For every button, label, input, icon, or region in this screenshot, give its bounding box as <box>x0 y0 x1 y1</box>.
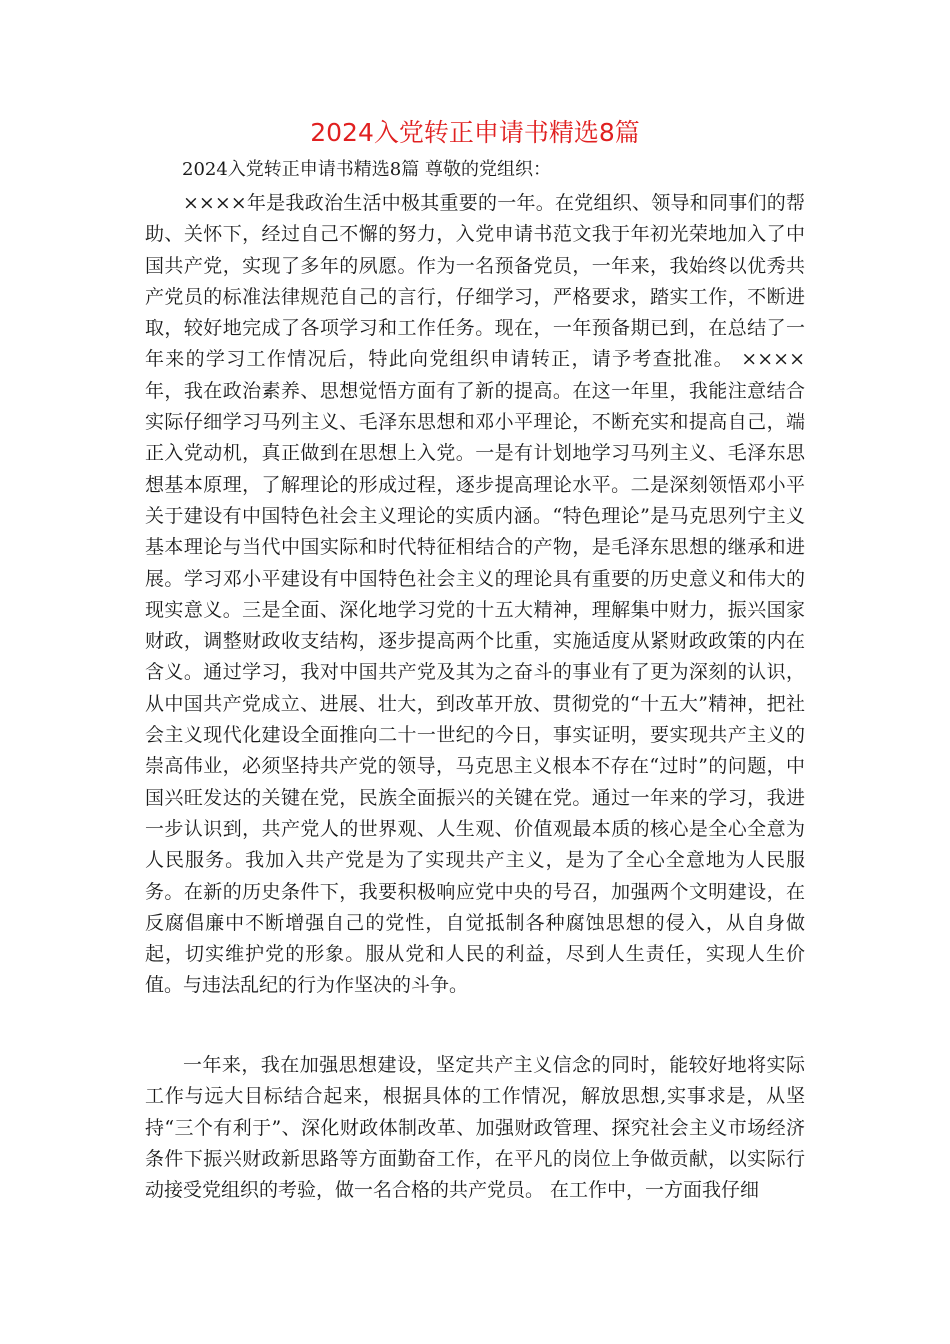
body-paragraph-1: ××××年是我政治生活中极其重要的一年。在党组织、领导和同事们的帮助、关怀下，经过自己不懈的努力，入党申请书范文我于年初光荣地加入了中国共产党，实现了多年的夙愿。作为一名预备党员，一年来，我始终以优秀共产党员的标准法律规范自己的言行，仔细学习，严格要求，踏实工作，不断进取，较好地完成了各项学习和工作任务。现在，一年预备期已到，在总结了一年来的学习工作情况后，特此向党组织申请转正，请予考查批准。 ×××× 年，我在政治素养、思想觉悟方面有了新的提高。在这一年里，我能注意结合实际仔细学习马列主义、毛泽东思想和邓小平理论，不断充实和提高自己，端正入党动机，真正做到在思想上入党。一是有计划地学习马列主义、毛泽东思想基本原理，了解理论的形成过程，逐步提高理论水平。二是深刻领悟邓小平关于建设有中国特色社会主义理论的实质内涵。“特色理论”是马克思列宁主义基本理论与当代中国实际和时代特征相结合的产物，是毛泽东思想的继承和进展。学习邓小平建设有中国特色社会主义的理论具有重要的历史意义和伟大的现实意义。三是全面、深化地学习党的十五大精神，理解集中财力，振兴国家财政，调整财政收支结构，逐步提高两个比重，实施适度从紧财政政策的内在含义。通过学习，我对中国共产党及其为之奋斗的事业有了更为深刻的认识，从中国共产党成立、进展、壮大，到改革开放、贯彻党的“十五大”精神，把社会主义现代化建设全面推向二十一世纪的今日，事实证明，要实现共产主义的崇高伟业，必须坚持共产党的领导，马克思主义根本不存在“过时”的问题，中国兴旺发达的关键在党，民族全面振兴的关键在党。通过一年来的学习，我进一步认识到，共产党人的世界观、人生观、价值观最本质的核心是全心全意为人民服务。我加入共产党是为了实现共产主义，是为了全心全意地为人民服务。在新的历史条件下，我要积极响应党中央的号召，加强两个文明建设，在反腐倡廉中不断增强自己的党性，自觉抵制各种腐蚀思想的侵入，从自身做起，切实维护党的形象。服从党和人民的利益，尽到人生责任，实现人生价值。与违法乱纪的行为作坚决的斗争。 <box>145 192 805 997</box>
page-title: 2024入党转正申请书精选8篇 <box>310 118 640 147</box>
body-paragraph-2: 一年来，我在加强思想建设，坚定共产主义信念的同时，能较好地将实际工作与远大目标结合起来，根据具体的工作情况，解放思想,实事求是，从坚持“三个有利于”、深化财政体制改革、加强财政管理、探究社会主义市场经济条件下振兴财政新思路等方面勤奋工作，在平凡的岗位上争做贡献，以实际行动接受党组织的考验，做一名合格的共产党员。 在工作中，一方面我仔细 <box>145 1054 805 1202</box>
document-subtitle: 2024入党转正申请书精选8篇 尊敬的党组织： <box>182 159 551 180</box>
